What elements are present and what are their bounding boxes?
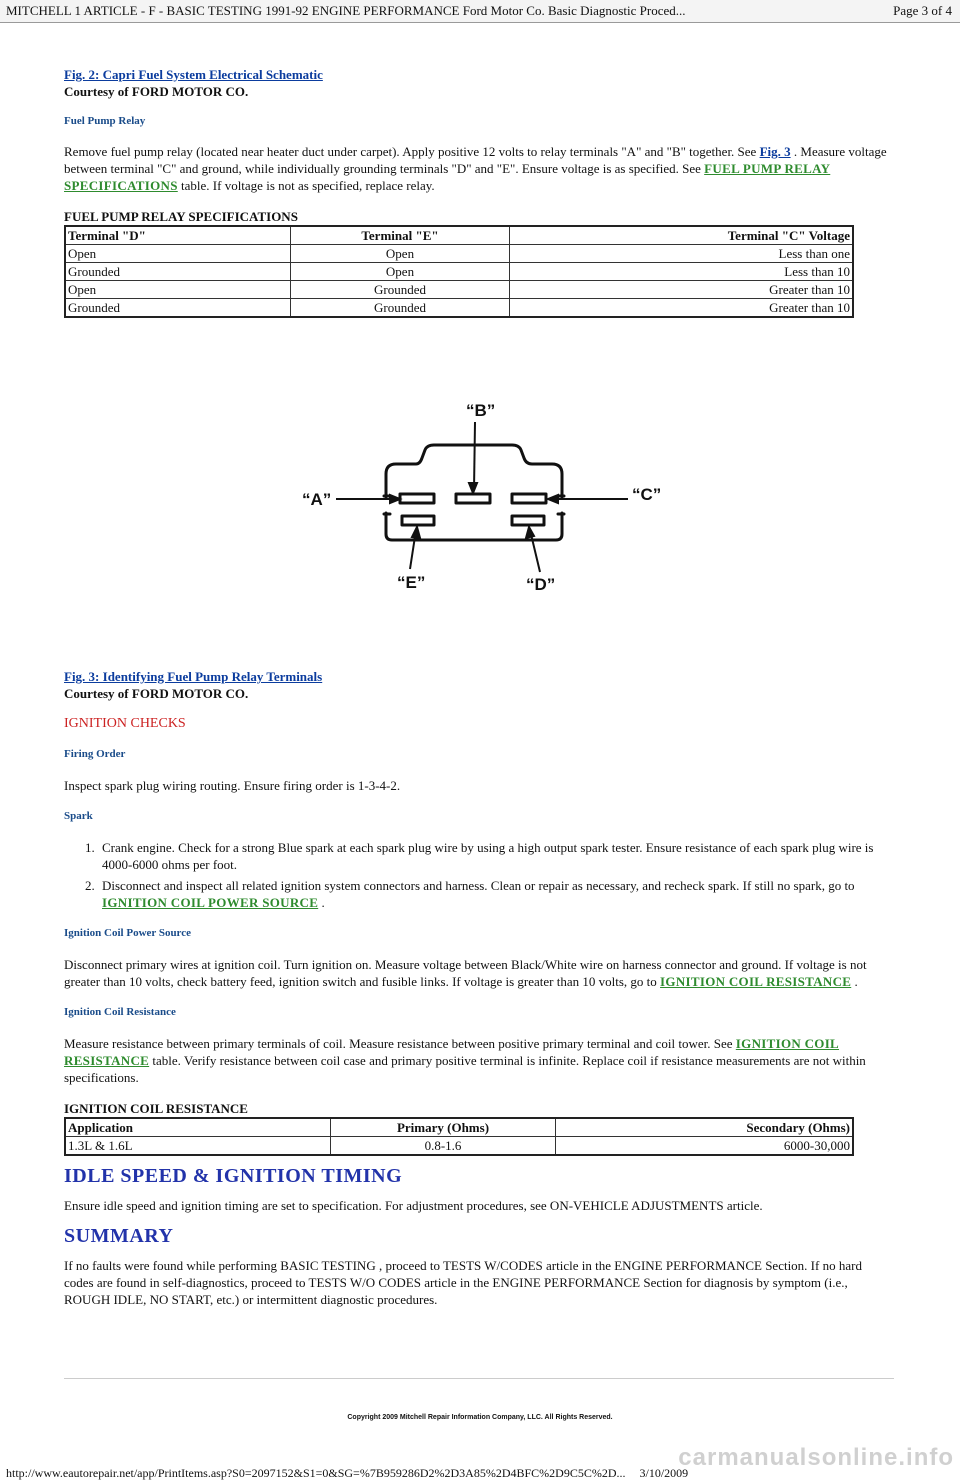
coil-power-text: [64, 956, 890, 990]
print-footer: [6, 1465, 956, 1482]
table-row: [65, 263, 853, 281]
coil-resistance-table-link[interactable]: IGNITION COIL RESISTANCE: [64, 1036, 840, 1068]
relay-spec-link[interactable]: FUEL PUMP RELAY SPECIFICATIONS: [64, 161, 831, 193]
watermark: carmanualsonline.info: [678, 1444, 954, 1471]
page-number: Page 3 of 4: [893, 3, 952, 18]
list-item: [98, 877, 890, 911]
arrow-d: [526, 527, 534, 538]
article-body: [64, 66, 890, 1308]
document-title: MITCHELL 1 ARTICLE - F - BASIC TESTING 1991-92 ENGINE PERFORMANCE Ford Motor Co. Basic Diagnostic Proced...: [6, 3, 686, 18]
label-terminal-c: “C”: [632, 485, 662, 504]
fig2-caption-link[interactable]: Fig. 2: Capri Fuel System Electrical Schematic: [64, 67, 323, 82]
fig3-courtesy: Courtesy of FORD MOTOR CO.: [64, 686, 249, 701]
col-header: Secondary (Ohms): [556, 1118, 854, 1137]
print-date: 3/10/2009: [639, 1466, 689, 1480]
table-cell: Open: [291, 263, 510, 281]
label-terminal-e: “E”: [397, 573, 426, 592]
list-item: 1. Crank engine. Check for a strong Blue spark at each spark plug wire by using a high output spark tester. Ensure resistance of each spark plug wire is 4000-6000 ohms per foot.: [98, 839, 890, 873]
fig3-link[interactable]: Fig. 3: [759, 144, 791, 159]
page-url: http://www.eautorepair.net/app/PrintItems.asp?S0=2097152&S1=0&SG=%7B959286D2%2D3A85%2D4BFC%2D9C5C%2D...: [6, 1466, 626, 1480]
coil-table-title: IGNITION COIL RESISTANCE: [64, 1101, 248, 1116]
idle-speed-text: Ensure idle speed and ignition timing are set to specification. For adjustment procedures, see ON-VEHICLE ADJUSTMENTS article.: [64, 1198, 763, 1213]
fuel-pump-relay-heading: Fuel Pump Relay: [64, 115, 146, 127]
relay-diagram: [64, 318, 890, 668]
fig2-courtesy: Courtesy of FORD MOTOR CO.: [64, 84, 249, 99]
table-cell: Grounded: [65, 299, 291, 318]
table-row: [65, 281, 853, 299]
table-cell: Grounded: [65, 263, 291, 281]
resist-text-1: Measure resistance between primary terminals of coil. Measure resistance between positive primary terminal and coil tower. See: [64, 1036, 736, 1051]
table-cell: Open: [65, 245, 291, 263]
ignition-checks-heading: IGNITION CHECKS: [64, 716, 186, 731]
print-header: [0, 0, 960, 23]
col-header: Terminal "C" Voltage: [510, 226, 854, 245]
table-header-row: [65, 1118, 853, 1137]
coil-resistance-link[interactable]: IGNITION COIL RESISTANCE: [660, 974, 852, 989]
coil-resistance-heading: Ignition Coil Resistance: [64, 1006, 176, 1018]
summary-text: If no faults were found while performing BASIC TESTING , proceed to TESTS W/CODES article in the ENGINE PERFORMANCE Section. If no hard codes are found in self-diagnostics, proceed to TESTS W/O CODES article in the ENGINE PERFORMANCE Section for diagnosis by symptom (i.e., ROUGH IDLE, NO START, etc.) or intermittent diagnostic procedures.: [64, 1258, 862, 1307]
table-cell: 1.3L & 1.6L: [65, 1137, 331, 1156]
table-cell: Grounded: [291, 299, 510, 318]
relay-terminals-figure: [64, 318, 890, 668]
spark-steps: [64, 839, 890, 911]
terminal-c-blade: [512, 494, 546, 503]
terminal-a-blade: [400, 494, 434, 503]
table-cell: Less than one: [510, 245, 854, 263]
table-cell: Greater than 10: [510, 299, 854, 318]
firing-order-text: Inspect spark plug wiring routing. Ensure firing order is 1-3-4-2.: [64, 778, 401, 793]
fuel-pump-relay-text: [64, 143, 890, 194]
coil-power-body: Disconnect primary wires at ignition coil. Turn ignition on. Measure voltage between Black/White wire on harness connector and ground. If voltage is not greater than 10 volts, check battery feed, ignition switch and fusible links. If voltage is greater than 10 volts, go to: [64, 957, 867, 989]
coil-power-end: .: [851, 974, 858, 989]
table-row: [65, 1137, 853, 1156]
spark-step2-text: Disconnect and inspect all related ignition system connectors and harness. Clean or repair as necessary, and recheck spark. If still no spark, go to: [102, 878, 855, 893]
coil-power-source-link[interactable]: IGNITION COIL POWER SOURCE: [102, 895, 319, 910]
footer-divider: [64, 1378, 894, 1379]
table-cell: 6000-30,000: [556, 1137, 854, 1156]
spark-heading: Spark: [64, 810, 93, 822]
copyright-notice: Copyright 2009 Mitchell Repair Information Company, LLC. All Rights Reserved.: [347, 1414, 613, 1421]
label-terminal-d: “D”: [526, 575, 556, 594]
coil-resistance-table: [64, 1117, 854, 1156]
terminal-e-blade: [402, 516, 434, 525]
leader-b: [474, 422, 475, 490]
table-cell: Open: [291, 245, 510, 263]
table-header-row: [65, 226, 853, 245]
coil-resistance-text: [64, 1035, 890, 1086]
resist-text-2: table. Verify resistance between coil case and primary positive terminal is infinite. Replace coil if resistance measurements are not within specifications.: [64, 1053, 866, 1085]
col-header: Application: [65, 1118, 331, 1137]
arrow-b: [469, 483, 477, 493]
table-cell: Less than 10: [510, 263, 854, 281]
spark-step2-end: .: [318, 895, 325, 910]
arrow-e: [412, 527, 420, 538]
summary-heading: SUMMARY: [64, 1225, 174, 1247]
fig3-caption-link[interactable]: Fig. 3: Identifying Fuel Pump Relay Terminals: [64, 669, 323, 684]
coil-power-heading: Ignition Coil Power Source: [64, 927, 192, 939]
relay-text-1: Remove fuel pump relay (located near heater duct under carpet). Apply positive 12 volts to relay terminals "A" and "B" together. See: [64, 144, 760, 159]
table-cell: Greater than 10: [510, 281, 854, 299]
table-cell: 0.8-1.6: [331, 1137, 556, 1156]
terminal-d-blade: [512, 516, 544, 525]
col-header: Primary (Ohms): [331, 1118, 556, 1137]
table-cell: Open: [65, 281, 291, 299]
table-row: [65, 299, 853, 318]
col-header: Terminal "D": [65, 226, 291, 245]
relay-text-2: . Measure voltage between terminal "C" and ground, while individually grounding terminals "D" and "E". Ensure voltage is as specified. See: [64, 144, 887, 176]
table-cell: Grounded: [291, 281, 510, 299]
arrow-c: [548, 495, 558, 503]
col-header: Terminal "E": [291, 226, 510, 245]
relay-text-3: table. If voltage is not as specified, replace relay.: [177, 178, 435, 193]
label-terminal-a: “A”: [302, 490, 332, 509]
relay-spec-table: [64, 225, 854, 318]
table-row: [65, 245, 853, 263]
relay-table-title: FUEL PUMP RELAY SPECIFICATIONS: [64, 209, 298, 224]
firing-order-heading: Firing Order: [64, 748, 126, 760]
idle-speed-heading: IDLE SPEED & IGNITION TIMING: [64, 1165, 403, 1187]
label-terminal-b: “B”: [466, 401, 496, 420]
